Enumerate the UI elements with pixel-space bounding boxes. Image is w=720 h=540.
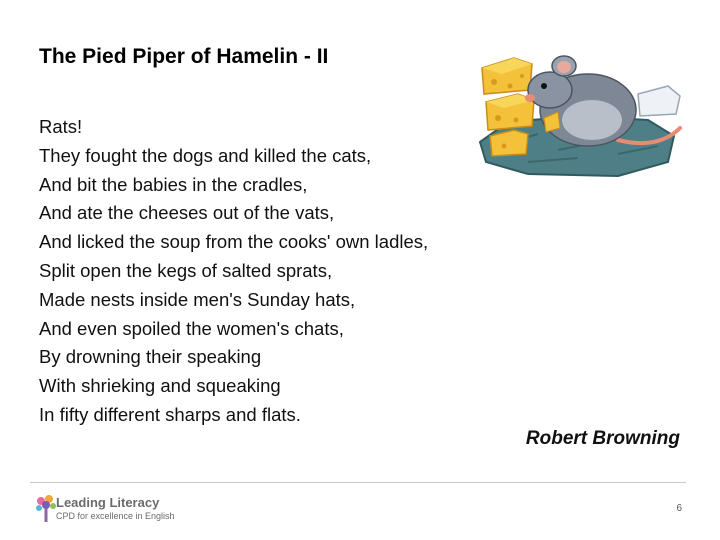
poem-line: Rats!: [39, 116, 83, 137]
poem-author: Robert Browning: [525, 428, 680, 449]
cheese-icon: [482, 58, 534, 156]
poem-line: And bit the babies in the cradles,: [39, 173, 308, 195]
poem-text: [39, 113, 428, 430]
leading-literacy-logo: [34, 493, 254, 525]
poem-line: Made nests inside men's Sunday hats,: [39, 288, 356, 310]
slide-title: The Pied Piper of Hamelin - II: [39, 45, 329, 68]
poem-line: Split open the kegs of salted sprats,: [39, 259, 333, 281]
poem-line: And licked the soup from the cooks' own ladles,: [39, 231, 429, 253]
poem-line: And ate the cheeses out of the vats,: [39, 202, 335, 224]
logo-name: Leading Literacy: [56, 495, 160, 510]
poem-line: They fought the dogs and killed the cats,: [39, 144, 372, 166]
tree-logo-icon: [34, 493, 58, 523]
footer-divider: [30, 482, 686, 483]
rat-with-cheese-illustration: [468, 50, 690, 185]
logo-tagline: CPD for excellence in English: [56, 511, 175, 521]
poem-line: With shrieking and squeaking: [39, 375, 281, 397]
poem-line: And even spoiled the women's chats,: [39, 317, 344, 339]
poem-line: By drowning their speaking: [39, 346, 262, 368]
poem-line: In fifty different sharps and flats.: [39, 403, 301, 425]
page-number: 6: [676, 503, 682, 514]
